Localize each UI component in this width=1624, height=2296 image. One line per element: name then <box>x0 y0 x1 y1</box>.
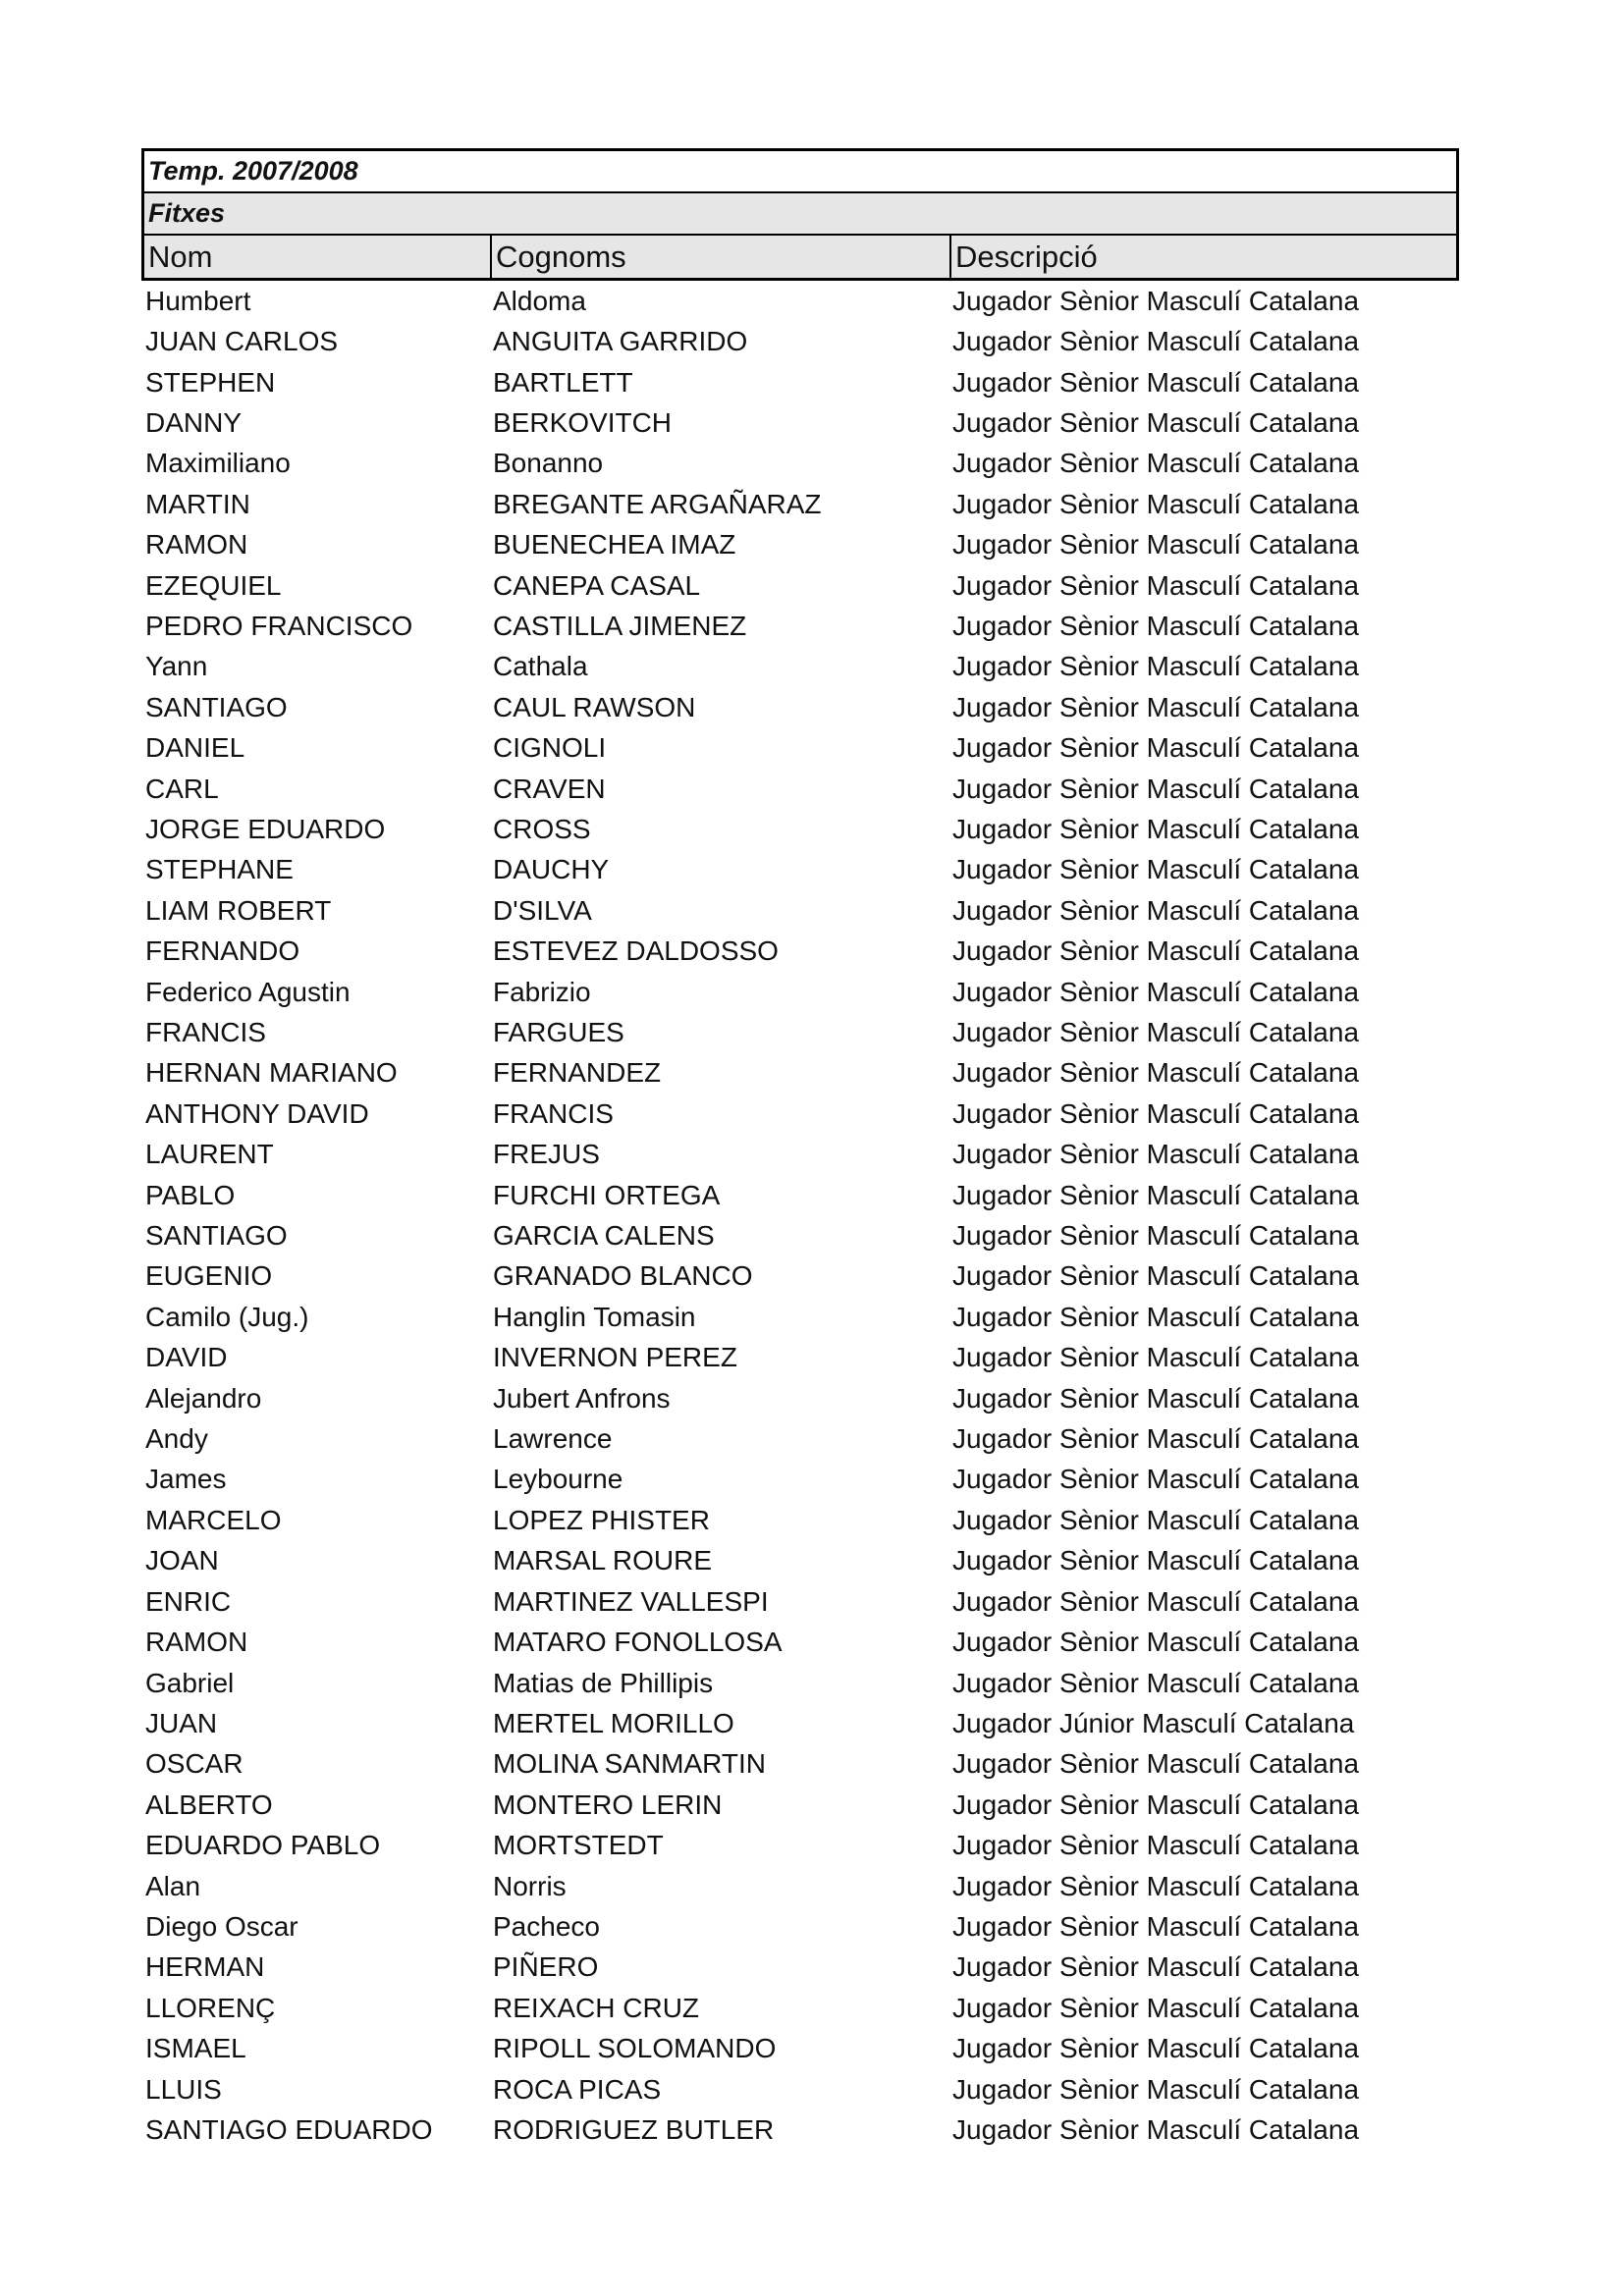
cell-descripcio: Jugador Sènior Masculí Catalana <box>952 2033 1360 2064</box>
cell-nom: MARCELO <box>145 1504 282 1535</box>
cell-nom: LIAM ROBERT <box>145 894 332 926</box>
table-row <box>141 1215 1459 1255</box>
table-row <box>141 1500 1459 1540</box>
cell-cognoms: MOLINA SANMARTIN <box>493 1748 766 1780</box>
cell-descripcio: Jugador Sènior Masculí Catalana <box>952 1992 1360 2023</box>
cell-nom: ENRIC <box>145 1585 232 1617</box>
table-row <box>141 2028 1459 2068</box>
cell-cognoms: CIGNOLI <box>493 732 607 764</box>
table-header-box <box>141 148 1459 281</box>
cell-cognoms: LOPEZ PHISTER <box>493 1504 710 1535</box>
table-row <box>141 890 1459 931</box>
cell-descripcio: Jugador Sènior Masculí Catalana <box>952 529 1360 561</box>
cell-cognoms: Fabrizio <box>493 976 591 1007</box>
cell-descripcio: Jugador Sènior Masculí Catalana <box>952 1830 1360 1861</box>
table-row <box>141 1094 1459 1134</box>
table-row <box>141 565 1459 606</box>
column-header-cognoms: Cognoms <box>492 236 951 278</box>
table-row <box>141 1825 1459 1865</box>
cell-nom: James <box>145 1464 227 1495</box>
cell-nom: EDUARDO PABLO <box>145 1830 381 1861</box>
cell-descripcio: Jugador Sènior Masculí Catalana <box>952 691 1360 722</box>
cell-cognoms: ROCA PICAS <box>493 2073 662 2105</box>
cell-nom: Camilo (Jug.) <box>145 1301 309 1332</box>
cell-nom: HERMAN <box>145 1951 265 1983</box>
table-row <box>141 1135 1459 1175</box>
cell-cognoms: Pacheco <box>493 1910 600 1942</box>
cell-descripcio: Jugador Sènior Masculí Catalana <box>952 1220 1360 1252</box>
cell-cognoms: Norris <box>493 1870 567 1901</box>
cell-descripcio: Jugador Sènior Masculí Catalana <box>952 326 1360 357</box>
cell-cognoms: FURCHI ORTEGA <box>493 1179 721 1210</box>
table-row <box>141 2109 1459 2150</box>
cell-nom: Gabriel <box>145 1667 235 1698</box>
cell-cognoms: BUENECHEA IMAZ <box>493 529 736 561</box>
cell-nom: Maximiliano <box>145 448 291 479</box>
cell-cognoms: MONTERO LERIN <box>493 1789 723 1820</box>
cell-nom: ISMAEL <box>145 2033 246 2064</box>
table-row <box>141 1744 1459 1785</box>
cell-nom: JOAN <box>145 1545 219 1576</box>
cell-nom: JUAN CARLOS <box>145 326 339 357</box>
column-header-row <box>144 236 1456 278</box>
cell-cognoms: ANGUITA GARRIDO <box>493 326 748 357</box>
cell-nom: Yann <box>145 651 208 682</box>
cell-cognoms: D'SILVA <box>493 894 592 926</box>
table-row <box>141 1012 1459 1052</box>
cell-cognoms: FERNANDEZ <box>493 1057 662 1089</box>
cell-cognoms: RIPOLL SOLOMANDO <box>493 2033 777 2064</box>
table-row <box>141 769 1459 809</box>
cell-nom: ALBERTO <box>145 1789 273 1820</box>
table-row <box>141 484 1459 524</box>
cell-nom: SANTIAGO <box>145 691 288 722</box>
cell-nom: DANNY <box>145 406 243 438</box>
cell-nom: PABLO <box>145 1179 236 1210</box>
cell-nom: STEPHEN <box>145 366 276 398</box>
table-row <box>141 281 1459 321</box>
section-row <box>144 193 1456 236</box>
cell-cognoms: CROSS <box>493 813 591 844</box>
cell-cognoms: Bonanno <box>493 448 604 479</box>
table-row <box>141 1581 1459 1622</box>
cell-cognoms: BERKOVITCH <box>493 406 673 438</box>
cell-descripcio: Jugador Sènior Masculí Catalana <box>952 406 1360 438</box>
cell-nom: Alan <box>145 1870 201 1901</box>
cell-descripcio: Jugador Sènior Masculí Catalana <box>952 1627 1360 1658</box>
table-row <box>141 524 1459 564</box>
table-row <box>141 1541 1459 1581</box>
cell-descripcio: Jugador Sènior Masculí Catalana <box>952 2113 1360 2145</box>
cell-descripcio: Jugador Sènior Masculí Catalana <box>952 1260 1360 1292</box>
section-title: Fitxes <box>148 198 226 228</box>
table-row <box>141 1988 1459 2028</box>
cell-nom: HERNAN MARIANO <box>145 1057 398 1089</box>
cell-descripcio: Jugador Sènior Masculí Catalana <box>952 610 1360 641</box>
cell-descripcio: Jugador Sènior Masculí Catalana <box>952 976 1360 1007</box>
cell-descripcio: Jugador Sènior Masculí Catalana <box>952 448 1360 479</box>
table-row <box>141 809 1459 849</box>
table-row <box>141 1663 1459 1703</box>
cell-nom: LLORENÇ <box>145 1992 276 2023</box>
cell-cognoms: BREGANTE ARGAÑARAZ <box>493 488 822 519</box>
cell-descripcio: Jugador Sènior Masculí Catalana <box>952 1057 1360 1089</box>
table-row <box>141 687 1459 727</box>
table-row <box>141 850 1459 890</box>
cell-descripcio: Jugador Sènior Masculí Catalana <box>952 1748 1360 1780</box>
cell-descripcio: Jugador Sènior Masculí Catalana <box>952 1789 1360 1820</box>
cell-nom: RAMON <box>145 529 248 561</box>
cell-cognoms: REIXACH CRUZ <box>493 1992 700 2023</box>
cell-descripcio: Jugador Sènior Masculí Catalana <box>952 894 1360 926</box>
season-title: Temp. 2007/2008 <box>148 156 358 186</box>
table-row <box>141 1378 1459 1418</box>
cell-descripcio: Jugador Sènior Masculí Catalana <box>952 651 1360 682</box>
table-row <box>141 321 1459 361</box>
table-row <box>141 2069 1459 2109</box>
cell-descripcio: Jugador Sènior Masculí Catalana <box>952 569 1360 601</box>
cell-descripcio: Jugador Sènior Masculí Catalana <box>952 935 1360 967</box>
cell-cognoms: MORTSTEDT <box>493 1830 664 1861</box>
cell-nom: Andy <box>145 1423 208 1455</box>
table-row <box>141 1785 1459 1825</box>
cell-nom: Humbert <box>145 285 251 316</box>
cell-cognoms: MERTEL MORILLO <box>493 1707 734 1738</box>
table-row <box>141 932 1459 972</box>
table-row <box>141 972 1459 1012</box>
cell-cognoms: CAUL RAWSON <box>493 691 696 722</box>
cell-descripcio: Jugador Júnior Masculí Catalana <box>952 1707 1355 1738</box>
cell-descripcio: Jugador Sènior Masculí Catalana <box>952 488 1360 519</box>
cell-nom: STEPHANE <box>145 854 294 885</box>
cell-cognoms: FRANCIS <box>493 1097 614 1129</box>
cell-cognoms: ESTEVEZ DALDOSSO <box>493 935 779 967</box>
cell-cognoms: MARTINEZ VALLESPI <box>493 1585 769 1617</box>
cell-descripcio: Jugador Sènior Masculí Catalana <box>952 1585 1360 1617</box>
table-row <box>141 1175 1459 1215</box>
cell-cognoms: GRANADO BLANCO <box>493 1260 753 1292</box>
cell-cognoms: BARTLETT <box>493 366 633 398</box>
cell-nom: PEDRO FRANCISCO <box>145 610 413 641</box>
cell-nom: OSCAR <box>145 1748 244 1780</box>
cell-descripcio: Jugador Sènior Masculí Catalana <box>952 1910 1360 1942</box>
cell-descripcio: Jugador Sènior Masculí Catalana <box>952 1342 1360 1373</box>
table-row <box>141 1948 1459 1988</box>
cell-nom: JUAN <box>145 1707 218 1738</box>
cell-descripcio: Jugador Sènior Masculí Catalana <box>952 854 1360 885</box>
cell-descripcio: Jugador Sènior Masculí Catalana <box>952 1017 1360 1048</box>
cell-descripcio: Jugador Sènior Masculí Catalana <box>952 1545 1360 1576</box>
table-row <box>141 1460 1459 1500</box>
cell-cognoms: MATARO FONOLLOSA <box>493 1627 783 1658</box>
table-row <box>141 647 1459 687</box>
cell-nom: EZEQUIEL <box>145 569 282 601</box>
cell-descripcio: Jugador Sènior Masculí Catalana <box>952 366 1360 398</box>
cell-nom: EUGENIO <box>145 1260 273 1292</box>
cell-descripcio: Jugador Sènior Masculí Catalana <box>952 285 1360 316</box>
column-header-nom: Nom <box>144 236 492 278</box>
table-row <box>141 727 1459 768</box>
cell-cognoms: MARSAL ROURE <box>493 1545 713 1576</box>
cell-descripcio: Jugador Sènior Masculí Catalana <box>952 813 1360 844</box>
cell-descripcio: Jugador Sènior Masculí Catalana <box>952 1504 1360 1535</box>
cell-descripcio: Jugador Sènior Masculí Catalana <box>952 1097 1360 1129</box>
column-header-descripcio: Descripció <box>955 239 1098 274</box>
cell-cognoms: CRAVEN <box>493 773 606 804</box>
cell-descripcio: Jugador Sènior Masculí Catalana <box>952 1464 1360 1495</box>
cell-cognoms: FREJUS <box>493 1139 600 1170</box>
table-row <box>141 1297 1459 1337</box>
table-row <box>141 1256 1459 1297</box>
cell-cognoms: Hanglin Tomasin <box>493 1301 696 1332</box>
table-row <box>141 1418 1459 1459</box>
cell-descripcio: Jugador Sènior Masculí Catalana <box>952 732 1360 764</box>
cell-cognoms: PIÑERO <box>493 1951 599 1983</box>
cell-descripcio: Jugador Sènior Masculí Catalana <box>952 1667 1360 1698</box>
table-row <box>141 1866 1459 1906</box>
cell-nom: FERNANDO <box>145 935 300 967</box>
cell-descripcio: Jugador Sènior Masculí Catalana <box>952 1179 1360 1210</box>
cell-nom: SANTIAGO <box>145 1220 288 1252</box>
cell-nom: MARTIN <box>145 488 250 519</box>
cell-nom: Diego Oscar <box>145 1910 298 1942</box>
table-row <box>141 1703 1459 1743</box>
cell-nom: LLUIS <box>145 2073 222 2105</box>
cell-cognoms: INVERNON PEREZ <box>493 1342 737 1373</box>
cell-cognoms: GARCIA CALENS <box>493 1220 715 1252</box>
cell-nom: ANTHONY DAVID <box>145 1097 369 1129</box>
cell-nom: DAVID <box>145 1342 228 1373</box>
cell-cognoms: RODRIGUEZ BUTLER <box>493 2113 775 2145</box>
cell-nom: LAURENT <box>145 1139 274 1170</box>
cell-nom: CARL <box>145 773 219 804</box>
cell-descripcio: Jugador Sènior Masculí Catalana <box>952 2073 1360 2105</box>
table-body <box>141 281 1459 2151</box>
cell-descripcio: Jugador Sènior Masculí Catalana <box>952 773 1360 804</box>
cell-nom: DANIEL <box>145 732 245 764</box>
cell-nom: Federico Agustin <box>145 976 351 1007</box>
cell-cognoms: Matias de Phillipis <box>493 1667 714 1698</box>
cell-descripcio: Jugador Sènior Masculí Catalana <box>952 1139 1360 1170</box>
table-row <box>141 402 1459 443</box>
table-row <box>141 362 1459 402</box>
cell-nom: JORGE EDUARDO <box>145 813 386 844</box>
cell-nom: RAMON <box>145 1627 248 1658</box>
table-row <box>141 1906 1459 1947</box>
table-row <box>141 1053 1459 1094</box>
cell-nom: SANTIAGO EDUARDO <box>145 2113 433 2145</box>
cell-cognoms: CANEPA CASAL <box>493 569 701 601</box>
cell-cognoms: Lawrence <box>493 1423 613 1455</box>
cell-nom: Alejandro <box>145 1382 262 1414</box>
cell-cognoms: Leybourne <box>493 1464 623 1495</box>
spreadsheet-page <box>141 148 1459 2151</box>
cell-cognoms: Cathala <box>493 651 588 682</box>
table-row <box>141 1622 1459 1662</box>
cell-descripcio: Jugador Sènior Masculí Catalana <box>952 1870 1360 1901</box>
cell-descripcio: Jugador Sènior Masculí Catalana <box>952 1301 1360 1332</box>
cell-descripcio: Jugador Sènior Masculí Catalana <box>952 1382 1360 1414</box>
cell-cognoms: Jubert Anfrons <box>493 1382 671 1414</box>
cell-cognoms: CASTILLA JIMENEZ <box>493 610 747 641</box>
cell-cognoms: FARGUES <box>493 1017 624 1048</box>
season-row <box>144 151 1456 193</box>
table-row <box>141 606 1459 646</box>
table-row <box>141 444 1459 484</box>
cell-cognoms: DAUCHY <box>493 854 610 885</box>
cell-descripcio: Jugador Sènior Masculí Catalana <box>952 1423 1360 1455</box>
cell-nom: FRANCIS <box>145 1017 266 1048</box>
table-row <box>141 1338 1459 1378</box>
cell-descripcio: Jugador Sènior Masculí Catalana <box>952 1951 1360 1983</box>
cell-cognoms: Aldoma <box>493 285 586 316</box>
